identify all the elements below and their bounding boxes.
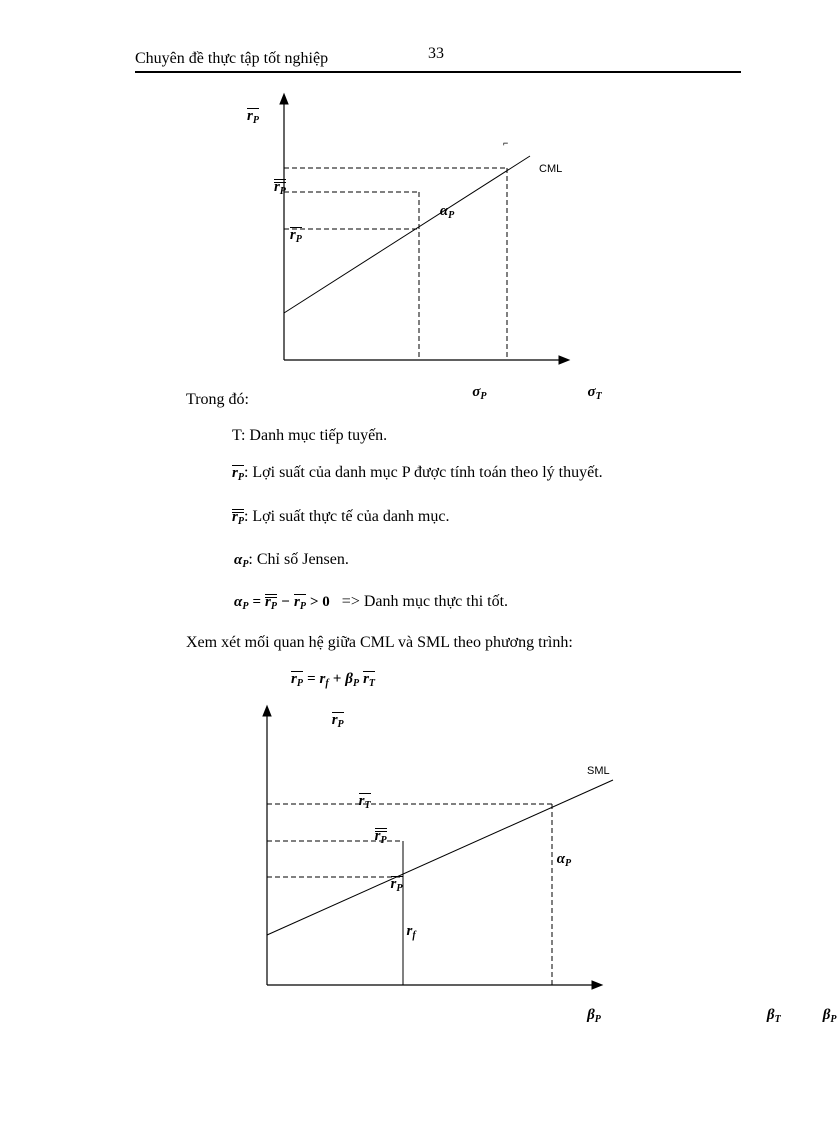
sml-beta-p: $\beta_P$ — [587, 1007, 601, 1025]
legend-line-alpha: $\alpha_P$: Chỉ số Jensen. — [234, 551, 349, 570]
relation-text: Xem xét mối quan hệ giữa CML và SML theo phương trình: — [186, 634, 573, 651]
relation-equation — [291, 670, 375, 688]
eq-rf: $r_f$ — [319, 671, 329, 689]
legend-rpp-symbol: $r_P$ — [232, 509, 244, 527]
sml-y-axis-label: $r_P$ — [331, 712, 344, 730]
formula-r-expected: $r_P$ — [294, 594, 306, 612]
formula-gt-zero: > 0 — [309, 594, 330, 610]
cml-x-arrow — [559, 356, 569, 364]
sml-tick-expected: $r_P$ — [390, 876, 403, 894]
page-number: 33 — [428, 45, 444, 62]
sml-alpha-label: $\alpha_P$ — [556, 851, 572, 869]
sml-beta-t: $\beta_T$ — [766, 1007, 781, 1025]
header-title: Chuyên đề thực tập tốt nghiệp — [135, 50, 329, 67]
legend-rp-symbol: $r_P$ — [232, 465, 244, 483]
cml-y-axis-label: $r_P$ — [247, 108, 259, 126]
cml-sigma-p: $\sigma_P$ — [472, 384, 487, 402]
eq-beta: $\beta_P$ — [345, 671, 360, 689]
formula-minus: − — [280, 594, 291, 610]
legend-alpha-symbol: $\alpha_P$ — [234, 552, 249, 570]
formula-text: => Danh mục thực thi tốt. — [341, 593, 509, 610]
sml-x-arrow — [592, 981, 602, 989]
cml-sigma-t: $\sigma_T$ — [587, 384, 602, 402]
sml-tick-realized: $r_P$ — [374, 828, 387, 846]
legend-intro: Trong đó: — [186, 391, 249, 408]
cml-tick-expected: $r_P$ — [289, 227, 302, 245]
eq-rp: $r_P$ — [291, 671, 303, 689]
cml-line — [284, 156, 530, 313]
cml-y-arrow — [280, 94, 288, 104]
sml-y-arrow — [263, 706, 271, 716]
cml-alpha-label: $\alpha_P$ — [439, 203, 455, 221]
formula-eq: = — [252, 594, 261, 610]
sml-beta-axis: $\beta_P$ — [822, 1007, 837, 1025]
cml-marker: ⌐ — [503, 138, 509, 148]
eq-equals: = — [306, 671, 316, 687]
cml-line-label: CML — [539, 163, 563, 175]
legend-line-rpp: $r_P$: Lợi suất thực tế của danh mục. — [232, 508, 450, 527]
eq-plus: + — [332, 671, 342, 687]
legend-line-t: T: Danh mục tiếp tuyến. — [232, 427, 388, 444]
eq-rt: $r_T$ — [363, 671, 376, 689]
sml-tick-rf: $r_f$ — [406, 923, 416, 941]
legend-formula — [234, 593, 508, 611]
cml-tick-realized: $r_P$ — [273, 179, 286, 197]
sml-tick-rt: $r_T$ — [358, 793, 371, 811]
sml-line-label: SML — [587, 765, 610, 777]
formula-r-realized: $r_P$ — [264, 594, 277, 612]
legend-line-rp: $r_P$: Lợi suất của danh mục P được tính toán theo lý thuyết. — [232, 464, 603, 483]
formula-alpha: $\alpha_P$ — [234, 594, 249, 612]
